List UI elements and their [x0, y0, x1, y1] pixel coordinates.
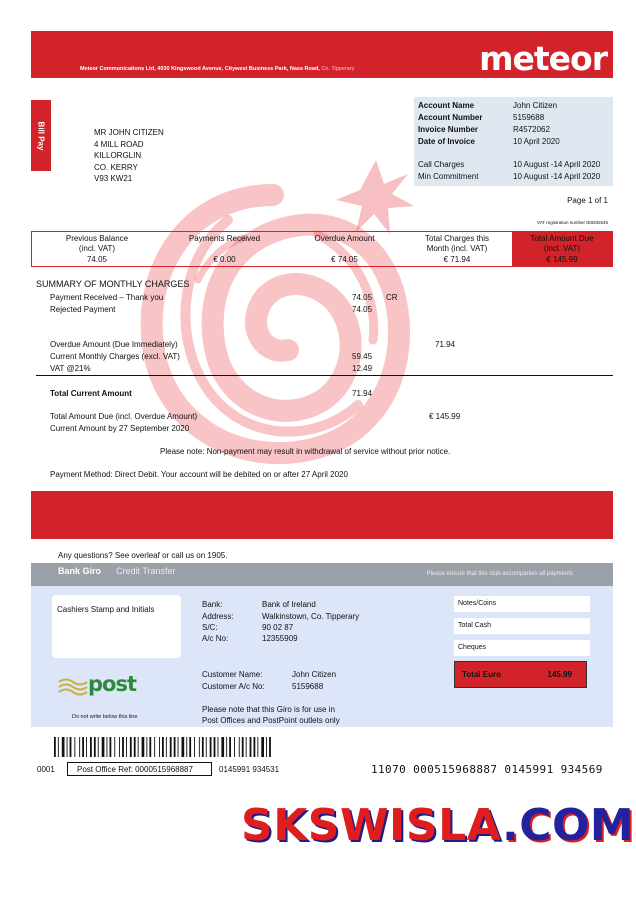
non-payment-note: Please note: Non-payment may result in withdrawal of service without prior notice.: [160, 447, 451, 456]
total-current-label: Total Current Amount: [50, 389, 132, 398]
customer-account-label: Customer A/c No:: [202, 682, 265, 691]
sort-code-value: 90 02 87: [262, 623, 294, 632]
account-name-row: Account Name John Citizen: [418, 101, 558, 110]
page-number: Page 1 of 1: [567, 196, 608, 205]
header-banner: [31, 31, 613, 78]
previous-balance-cell: Previous Balance (incl. VAT) 74.05: [65, 234, 129, 264]
site-watermark: SKSWISLA.COM: [241, 800, 635, 851]
questions-note: Any questions? See overleaf or call us on 1905.: [58, 551, 228, 560]
company-address: Meteor Communications Ltd, 4030 Kingswood Avenue, Citywest Business Park, Nass Road, Co. Tipperary: [80, 66, 355, 72]
vat-label: VAT @21%: [50, 364, 91, 373]
total-euro-box: Total Euro 145.99: [454, 661, 587, 688]
customer-name-value: John Citizen: [292, 670, 337, 679]
address-line: V93 KW21: [94, 174, 133, 183]
stub-note: Please ensure that this stub accompanies all payments: [426, 571, 573, 577]
giro-subtitle: Credit Transfer: [116, 566, 176, 576]
address-label: Address:: [202, 612, 234, 621]
address-line: MR JOHN CITIZEN: [94, 128, 164, 137]
account-number-row: Account Number 5159688: [418, 113, 545, 122]
account-no-value: 12355909: [262, 634, 298, 643]
vat-value: 12.49: [352, 364, 373, 373]
rejected-payment-label: Rejected Payment: [50, 305, 116, 314]
customer-name-label: Customer Name:: [202, 670, 263, 679]
payments-received-cell: Payments Received € 0.00: [188, 234, 261, 264]
bank-value: Bank of Ireland: [262, 600, 316, 609]
meteor-logo: meteor: [479, 39, 607, 78]
giro-title: Bank Giro: [58, 566, 102, 576]
invoice-date-row: Date of Invoice 10 April 2020: [418, 137, 560, 146]
total-current-value: 71.94: [352, 389, 373, 398]
credit-marker: CR: [386, 293, 398, 302]
summary-title: SUMMARY OF MONTHLY CHARGES: [36, 279, 190, 289]
address-value: Walkinstown, Co. Tipperary: [262, 612, 360, 621]
vat-registration: VAT registration number IE8282645: [536, 220, 608, 225]
invoice-number-row: Invoice Number R4572062: [418, 125, 550, 134]
do-not-write-note: Do not write below this line: [72, 714, 138, 720]
address-line: 4 MILL ROAD: [94, 139, 144, 149]
total-due-value: € 145.99: [429, 412, 461, 421]
current-by-label: Current Amount by 27 September 2020: [50, 424, 190, 433]
total-due-label: Total Amount Due (incl. Overdue Amount): [50, 412, 198, 421]
payment-received-label: Payment Received – Thank you: [50, 293, 164, 302]
total-cash-field[interactable]: Total Cash: [454, 618, 590, 634]
account-no-label: A/c No:: [202, 634, 229, 643]
reference-tail: 0145991 934531: [219, 765, 280, 774]
summary-divider: [36, 375, 613, 376]
giro-header: [31, 563, 613, 586]
bill-pay-tag: Bill Pay: [31, 100, 51, 171]
cashiers-stamp-box: Cashiers Stamp and Initials: [52, 595, 181, 658]
payment-method: Payment Method: Direct Debit. Your account will be debited on or after 27 April 2020: [50, 470, 348, 479]
post-wave-icon: [58, 676, 88, 696]
min-commitment-row: Min Commitment 10 August -14 April 2020: [418, 172, 601, 181]
address-line: CO. KERRY: [94, 162, 138, 172]
slip-code: 0001: [37, 765, 55, 774]
account-details-box: [414, 97, 613, 186]
barcode: [54, 737, 272, 757]
payment-received-value: 74.05: [352, 293, 373, 302]
total-amount-due-cell: Total Amount Due (incl. VAT) € 145.99: [512, 232, 612, 266]
red-band: [31, 491, 613, 539]
address-line: KILLORGLIN: [94, 151, 142, 160]
meteor-swirl-watermark: [108, 160, 438, 490]
post-note-line: Please note that this Giro is for use in: [202, 705, 335, 714]
customer-account-value: 5159688: [292, 682, 324, 691]
notes-coins-field[interactable]: Notes/Coins: [454, 596, 590, 612]
current-charges-label: Current Monthly Charges (excl. VAT): [50, 352, 180, 361]
call-charges-row: Call Charges 10 August -14 April 2020: [418, 160, 601, 169]
overdue-label: Overdue Amount (Due Immediately): [50, 340, 178, 349]
ocr-line: 11070 000515968887 0145991 934569: [371, 763, 603, 776]
post-office-ref: Post Office Ref: 0000515968887: [67, 762, 212, 776]
cheques-field[interactable]: Cheques: [454, 640, 590, 656]
rejected-payment-value: 74.05: [352, 305, 373, 314]
current-charges-value: 59.45: [352, 352, 373, 361]
bank-label: Bank:: [202, 600, 223, 609]
customer-address: [94, 127, 164, 185]
overdue-amount-cell: Overdue Amount € 74.05: [314, 234, 375, 264]
overdue-value: 71.94: [435, 340, 456, 349]
sort-code-label: S/C:: [202, 623, 218, 632]
totals-bar: [31, 231, 613, 267]
total-charges-cell: Total Charges this Month (incl. VAT) € 71.94: [424, 234, 490, 264]
post-note-line: Post Offices and PostPoint outlets only: [202, 716, 340, 725]
